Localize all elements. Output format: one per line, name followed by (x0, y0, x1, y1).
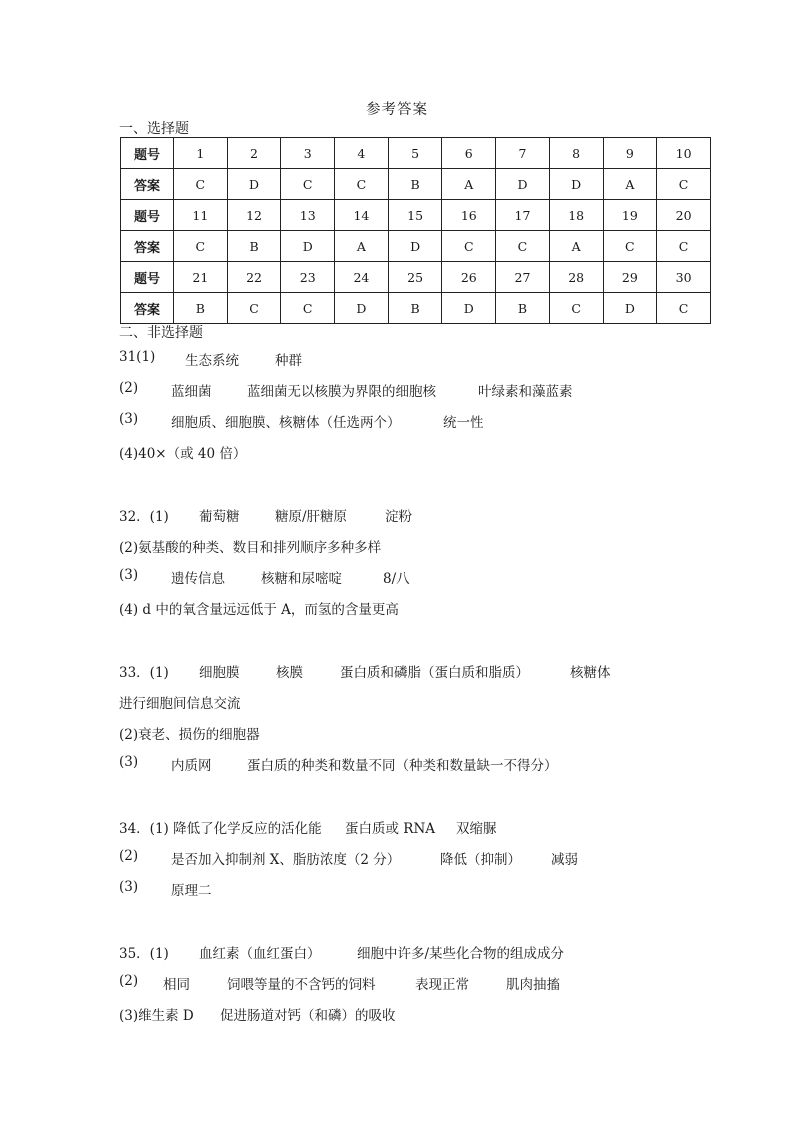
answer-text: 双缩脲 (456, 821, 497, 837)
table-row (121, 169, 711, 200)
table-row (121, 293, 711, 324)
answer-table (120, 137, 711, 324)
answer-text: 细胞质、细胞膜、核糖体（任选两个） (171, 415, 401, 431)
answer-text: 遗传信息 (171, 571, 225, 587)
answer-text: 淀粉 (385, 509, 412, 525)
answer-text: (2) (119, 848, 139, 864)
table-cell: D (496, 169, 550, 200)
section-heading-choice: 一、选择题 (119, 121, 189, 137)
answer-text: (3) (119, 754, 139, 770)
table-cell: B (496, 293, 550, 324)
row-label: 答案 (121, 169, 174, 200)
answer-text: 降低（抑制） (440, 852, 521, 868)
section-heading-nonchoice: 二、非选择题 (119, 325, 203, 341)
table-cell: A (549, 231, 603, 262)
row-label: 答案 (121, 293, 174, 324)
table-cell: D (281, 231, 335, 262)
table-cell: C (174, 169, 228, 200)
table-cell: C (281, 169, 335, 200)
table-cell: 27 (496, 262, 550, 293)
answer-text: 蓝细菌 (171, 384, 212, 400)
table-cell: 28 (549, 262, 603, 293)
table-cell: D (227, 169, 281, 200)
answer-text: 统一性 (443, 415, 484, 431)
answer-text: 33．(1) (119, 665, 169, 681)
table-cell: D (442, 293, 496, 324)
table-cell: 20 (657, 200, 711, 231)
table-cell: C (227, 293, 281, 324)
table-cell: 12 (227, 200, 281, 231)
answer-text: 蓝细菌无以核膜为界限的细胞核 (247, 384, 436, 400)
table-cell: 18 (549, 200, 603, 231)
table-cell: 14 (335, 200, 389, 231)
table-cell: D (549, 169, 603, 200)
answer-text: 是否加入抑制剂 X、脂肪浓度（2 分） (171, 852, 401, 868)
table-cell: C (496, 231, 550, 262)
answer-text: 细胞膜 (199, 665, 240, 681)
row-label: 题号 (121, 262, 174, 293)
table-row (121, 231, 711, 262)
table-row (121, 262, 711, 293)
table-cell: 9 (603, 138, 657, 169)
page-title: 参考答案 (366, 102, 428, 118)
answer-text: 32．(1) (119, 509, 169, 525)
table-cell: 8 (549, 138, 603, 169)
table-row (121, 138, 711, 169)
table-cell: D (388, 231, 442, 262)
answer-text: 生态系统 (185, 353, 239, 369)
table-cell: B (174, 293, 228, 324)
answer-text: 种群 (275, 353, 302, 369)
answer-text: 促进肠道对钙（和磷）的吸收 (220, 1008, 396, 1024)
answer-text: (2)衰老、损伤的细胞器 (119, 727, 260, 743)
answer-text: 糖原/肝糖原 (275, 509, 348, 525)
table-cell: C (442, 231, 496, 262)
table-cell: 10 (657, 138, 711, 169)
table-cell: C (657, 293, 711, 324)
row-label: 题号 (121, 200, 174, 231)
table-cell: 21 (174, 262, 228, 293)
table-cell: 26 (442, 262, 496, 293)
answer-text: 内质网 (171, 758, 212, 774)
table-cell: D (603, 293, 657, 324)
answer-text: 血红素（血红蛋白） (199, 946, 321, 962)
table-cell: 29 (603, 262, 657, 293)
answer-text: (3) (119, 411, 139, 427)
answer-text: (2)氨基酸的种类、数目和排列顺序多种多样 (119, 540, 382, 556)
answer-text: 31(1) (119, 349, 156, 365)
table-cell: D (335, 293, 389, 324)
row-label: 题号 (121, 138, 174, 169)
answer-text: (3) (119, 879, 139, 895)
answer-text: 蛋白质或 RNA (345, 821, 436, 837)
table-cell: 7 (496, 138, 550, 169)
answer-text: 饲喂等量的不含钙的饲料 (227, 977, 376, 993)
table-cell: A (335, 231, 389, 262)
table-cell: 15 (388, 200, 442, 231)
answer-text: 葡萄糖 (199, 509, 240, 525)
answer-text: 核糖和尿嘧啶 (261, 571, 342, 587)
answer-text: 相同 (163, 977, 190, 993)
table-cell: C (657, 169, 711, 200)
answer-text: 减弱 (551, 852, 578, 868)
table-cell: 4 (335, 138, 389, 169)
answer-text: (2) (119, 380, 139, 396)
answer-text: 蛋白质的种类和数量不同（种类和数量缺一不得分） (247, 758, 558, 774)
answer-text: (2) (119, 973, 139, 989)
answer-text: 核糖体 (570, 665, 611, 681)
table-cell: B (388, 293, 442, 324)
table-cell: C (549, 293, 603, 324)
table-cell: 22 (227, 262, 281, 293)
table-cell: 2 (227, 138, 281, 169)
table-cell: 25 (388, 262, 442, 293)
table-cell: C (603, 231, 657, 262)
table-cell: A (603, 169, 657, 200)
row-label: 答案 (121, 231, 174, 262)
answer-text: 原理二 (171, 883, 212, 899)
table-cell: 11 (174, 200, 228, 231)
answer-text: 进行细胞间信息交流 (119, 696, 241, 712)
answer-text: 核膜 (276, 665, 303, 681)
table-cell: 19 (603, 200, 657, 231)
answer-text: (3)维生素 D (119, 1008, 194, 1024)
table-cell: 1 (174, 138, 228, 169)
table-cell: 30 (657, 262, 711, 293)
table-cell: 3 (281, 138, 335, 169)
answer-text: (3) (119, 567, 139, 583)
table-cell: B (388, 169, 442, 200)
answer-text: (4)40×（或 40 倍） (119, 446, 247, 462)
table-row (121, 200, 711, 231)
table-cell: 23 (281, 262, 335, 293)
table-cell: C (335, 169, 389, 200)
answer-text: 表现正常 (415, 977, 469, 993)
answer-text: 细胞中许多/某些化合物的组成成分 (357, 946, 565, 962)
table-cell: A (442, 169, 496, 200)
answer-text: 叶绿素和藻蓝素 (478, 384, 573, 400)
answer-text: 34．(1) 降低了化学反应的活化能 (119, 821, 322, 837)
answer-text: 蛋白质和磷脂（蛋白质和脂质） (340, 665, 529, 681)
table-cell: 24 (335, 262, 389, 293)
answer-text: (4) d 中的氧含量远远低于 A，而氢的含量更高 (119, 602, 399, 618)
answer-text: 8/八 (383, 571, 410, 587)
answer-text: 肌肉抽搐 (506, 977, 560, 993)
table-cell: B (227, 231, 281, 262)
table-cell: 16 (442, 200, 496, 231)
table-cell: C (657, 231, 711, 262)
table-cell: 17 (496, 200, 550, 231)
table-cell: 5 (388, 138, 442, 169)
table-cell: C (281, 293, 335, 324)
answer-text: 35．(1) (119, 946, 169, 962)
table-cell: 13 (281, 200, 335, 231)
table-cell: C (174, 231, 228, 262)
table-cell: 6 (442, 138, 496, 169)
